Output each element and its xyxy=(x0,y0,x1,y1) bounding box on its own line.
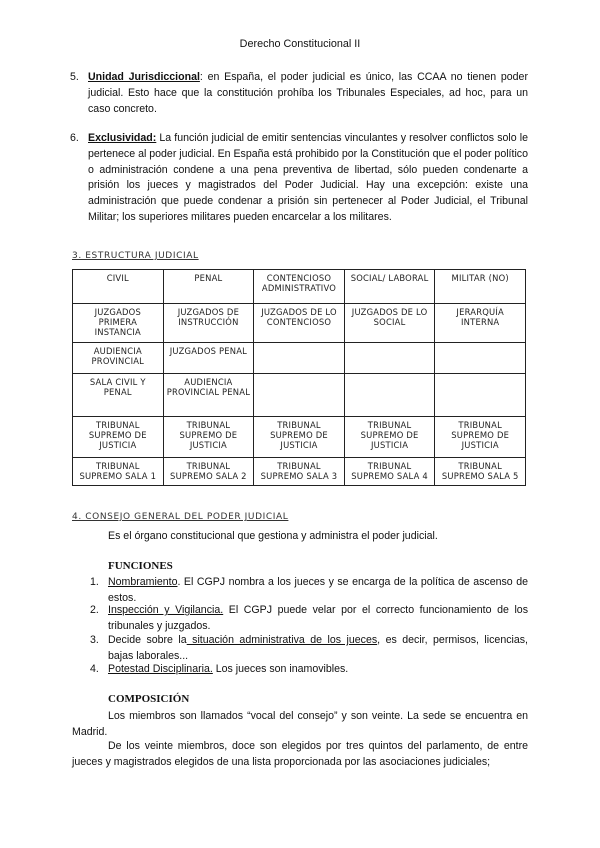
table-cell: TRIBUNAL SUPREMO DE JUSTICIA xyxy=(435,417,526,458)
list-item-unidad-jurisdiccional xyxy=(70,70,528,117)
table-header: CONTENCIOSO ADMINISTRATIVO xyxy=(254,270,345,304)
item-number: 1. xyxy=(90,576,99,588)
item-term: Potestad Disciplinaria. xyxy=(108,663,213,675)
table-cell xyxy=(435,374,526,417)
table-cell: JERARQUÍA INTERNA xyxy=(435,304,526,343)
table-cell: TRIBUNAL SUPREMO DE JUSTICIA xyxy=(163,417,254,458)
item-text: Los jueces son inamovibles. xyxy=(212,663,349,675)
item-term: Inspección y Vigilancia. xyxy=(108,604,224,616)
table-cell: TRIBUNAL SUPREMO DE JUSTICIA xyxy=(344,417,435,458)
funcion-item-situacion xyxy=(90,633,528,665)
funcion-item-inspeccion xyxy=(90,603,528,635)
item-term: Exclusividad: xyxy=(88,132,157,144)
funcion-item-potestad xyxy=(90,662,528,678)
table-cell: TRIBUNAL SUPREMO SALA 3 xyxy=(254,458,345,486)
table-cell: JUZGADOS PENAL xyxy=(163,343,254,374)
table-cell: JUZGADOS DE INSTRUCCIÓN xyxy=(163,304,254,343)
section-heading-estructura: 3. ESTRUCTURA JUDICIAL xyxy=(72,251,199,261)
item-number: 5. xyxy=(70,71,79,83)
funcion-item-nombramiento xyxy=(90,575,528,607)
table-row xyxy=(73,374,526,417)
list-item-exclusividad xyxy=(70,131,528,226)
table-cell: TRIBUNAL SUPREMO SALA 5 xyxy=(435,458,526,486)
consejo-intro: Es el órgano constitucional que gestiona y administra el poder judicial. xyxy=(108,530,438,542)
table-cell xyxy=(435,343,526,374)
table-cell: TRIBUNAL SUPREMO SALA 4 xyxy=(344,458,435,486)
item-number: 4. xyxy=(90,663,99,675)
table-cell: SALA CIVIL Y PENAL xyxy=(73,374,164,417)
item-term: situación administrativa de los jueces xyxy=(186,634,378,646)
item-text: . El CGPJ nombra a los jueces y se encarga de la política de ascenso de estos. xyxy=(108,576,528,604)
table-cell xyxy=(254,343,345,374)
table-cell xyxy=(344,374,435,417)
item-number: 6. xyxy=(70,132,79,144)
item-text: : en España, el poder judicial es único, las CCAA no tienen poder judicial. Esto hace que la constitución prohíba los Tribunales Especiales, ad hoc, para un caso concreto. xyxy=(88,71,528,115)
table-cell: JUZGADOS DE LO CONTENCIOSO xyxy=(254,304,345,343)
table-cell: TRIBUNAL SUPREMO SALA 2 xyxy=(163,458,254,486)
section-heading-consejo: 4. CONSEJO GENERAL DEL PODER JUDICIAL xyxy=(72,512,289,522)
table-cell xyxy=(254,374,345,417)
table-row xyxy=(73,343,526,374)
table-cell: TRIBUNAL SUPREMO SALA 1 xyxy=(73,458,164,486)
item-pre: Decide sobre la xyxy=(108,634,187,646)
table-header: CIVIL xyxy=(73,270,164,304)
item-text: La función judicial de emitir sentencias vinculantes y resolver conflictos solo le pertenece al poder judicial. En España está prohibido por la Constitución que el poder político o administración condene a una pena preventiva de libertad, sólo pueden condenarte a prisión los jueces y magistrados del Poder Judicial. Hay una excepción: existe una administración que puede condenar a prisión sin pertenecer al Poder Judicial, el Tribunal Militar; los superiores militares pueden encarcelar a los militares. xyxy=(88,132,528,223)
table-cell xyxy=(344,343,435,374)
item-text: El CGPJ puede velar por el correcto funcionamiento de los tribunales y juzgados. xyxy=(108,604,528,632)
table-cell: AUDIENCIA PROVINCIAL PENAL xyxy=(163,374,254,417)
table-cell: TRIBUNAL SUPREMO DE JUSTICIA xyxy=(254,417,345,458)
composicion-heading: COMPOSICIÓN xyxy=(108,693,190,705)
structure-table xyxy=(72,269,526,486)
item-term: Nombramiento xyxy=(108,576,178,588)
table-cell: JUZGADOS PRIMERA INSTANCIA xyxy=(73,304,164,343)
table-header: PENAL xyxy=(163,270,254,304)
table-cell: JUZGADOS DE LO SOCIAL xyxy=(344,304,435,343)
composicion-paragraph-2: De los veinte miembros, doce son elegidos por tres quintos del parlamento, de entre jueces y magistrados elegidos de una lista proporcionada por las asociaciones judiciales; xyxy=(72,740,528,768)
table-cell: TRIBUNAL SUPREMO DE JUSTICIA xyxy=(73,417,164,458)
page-header: Derecho Constitucional II xyxy=(239,38,361,50)
item-number: 2. xyxy=(90,604,99,616)
table-cell: AUDIENCIA PROVINCIAL xyxy=(73,343,164,374)
table-header-row xyxy=(73,270,526,304)
table-header: SOCIAL/ LABORAL xyxy=(344,270,435,304)
table-row xyxy=(73,417,526,458)
item-number: 3. xyxy=(90,634,99,646)
composicion-paragraph-1: Los miembros son llamados “vocal del consejo” y son veinte. La sede se encuentra en Madrid. xyxy=(72,710,528,738)
funciones-heading: FUNCIONES xyxy=(108,560,173,572)
item-term: Unidad Jurisdiccional xyxy=(88,71,200,83)
table-row xyxy=(73,304,526,343)
table-row xyxy=(73,458,526,486)
table-header: MILITAR (NO) xyxy=(435,270,526,304)
item-text: , es decir, permisos, licencias, bajas laborales... xyxy=(108,634,528,662)
